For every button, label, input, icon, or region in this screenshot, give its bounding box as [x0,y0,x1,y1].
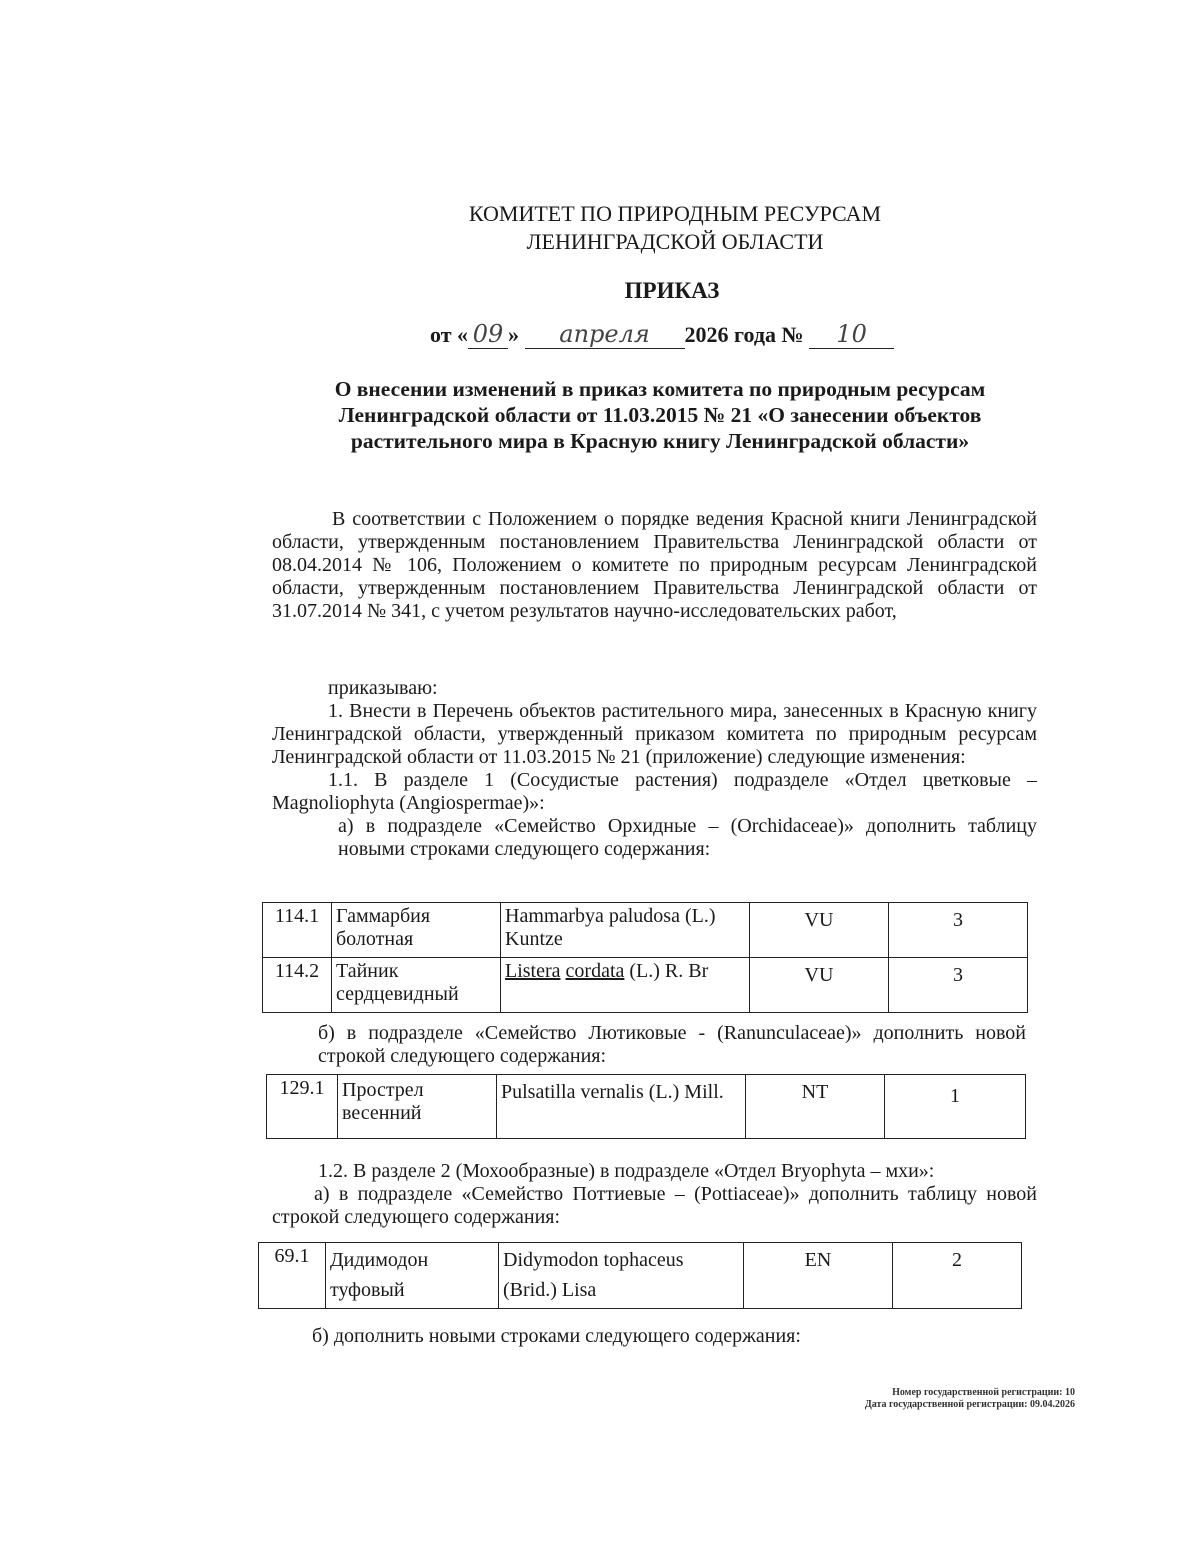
item-1-1-a: а) в подразделе «Семейство Орхидные – (Orchidaceae)» дополнить таблицу новыми строками следующего содержания: [338,815,1037,860]
species-name-ru: Тайник сердцевидный [332,958,501,1013]
item-1-2-b-block [312,1325,1077,1348]
species-name-lat [501,958,750,1013]
item-1-2-a: а) в подразделе «Семейство Поттиевые – (Pottiaceae)» дополнить таблицу новой строкой следующего содержания: [272,1183,1037,1228]
order-date-prefix: от « [430,322,469,347]
registration-date: Дата государственной регистрации: 09.04.2026 [864,1399,1075,1410]
agency-name [75,200,1200,256]
agency-line-2: ЛЕНИНГРАДСКОЙ ОБЛАСТИ [526,229,824,254]
registration-stamp [800,1387,1075,1411]
row-number: 114.2 [263,958,332,1013]
table-ranunculaceae [266,1074,1026,1139]
item-1-2: 1.2. В разделе 2 (Мохообразные) в подразделе «Отдел Bryophyta – мхи»: [318,1160,935,1182]
status-code: VU [750,903,889,958]
table-row [259,1243,1022,1309]
order-subject [300,376,1020,454]
row-number: 114.1 [263,903,332,958]
status-code: EN [744,1243,893,1309]
item-1-1-b: б) в подразделе «Семейство Лютиковые - (Ranunculaceae)» дополнить новой строкой следующего содержания: [318,1022,1026,1067]
table-row [267,1075,1026,1139]
item-1-1-b-block [318,1022,1026,1068]
subject-line-3: растительного мира в Красную книгу Ленинградской области» [350,429,970,453]
order-year-text: 2026 года № [684,322,804,347]
order-date-line [430,320,894,349]
item-1: 1. Внести в Перечень объектов растительного мира, занесенных в Красную книгу Ленинградской области, утвержденный приказом комитета по природным ресурсам Ленинградской области от 11.03.2015 № 21 (приложение) следующие изменения: [272,700,1037,768]
agency-line-1: КОМИТЕТ ПО ПРИРОДНЫМ РЕСУРСАМ [468,201,882,226]
table-pottiaceae [258,1242,1022,1309]
subject-line-2: Ленинградской области от 11.03.2015 № 21 «О занесении объектов [338,403,982,427]
species-name-ru: Прострел весенний [338,1075,497,1139]
order-day: 09 [468,320,508,349]
table-row [263,903,1028,958]
table-orchidaceae [262,902,1028,1013]
preamble-block [272,508,1037,623]
order-number: 10 [809,320,894,349]
category-code: 2 [893,1243,1022,1309]
species-name-ru: Гаммарбия болотная [332,903,501,958]
preamble-paragraph: В соответствии с Положением о порядке ведения Красной книги Ленинградской области, утвержденным постановлением Правительства Ленинградской области от 08.04.2014 № 106, Положением о комитете по природным ресурсам Ленинградской области, утвержденным постановлением Правительства Ленинградской области от 31.07.2014 № 341, с учетом результатов научно-исследовательских работ, [272,508,1037,622]
item-1-2-block [272,1160,1037,1229]
status-code: NT [746,1075,885,1139]
species-name-lat: Didymodon tophaceus (Brid.) Lisa [499,1243,744,1309]
document-type: ПРИКАЗ [624,278,720,303]
species-name-ru: Дидимодон туфовый [326,1243,499,1309]
subject-line-1: О внесении изменений в приказ комитета по природным ресурсам [334,377,986,401]
table-row [263,958,1028,1013]
category-code: 3 [889,958,1028,1013]
category-code: 3 [889,903,1028,958]
species-name-lat: Pulsatilla vernalis (L.) Mill. [497,1075,746,1139]
order-body [272,677,1037,861]
registration-number: Номер государственной регистрации: 10 [892,1387,1075,1398]
item-1-2-b: б) дополнить новыми строками следующего содержания: [312,1325,801,1347]
status-code: VU [750,958,889,1013]
category-code: 1 [885,1075,1026,1139]
order-word: приказываю: [328,677,438,699]
genus-name: Listera [505,960,561,982]
species-name-lat: Hammarbya paludosa (L.) Kuntze [501,903,750,958]
order-quote-close: » [508,322,520,347]
item-1-1: 1.1. В разделе 1 (Сосудистые растения) подразделе «Отдел цветковые – Magnoliophyta (Angiospermae)»: [272,769,1037,814]
row-number: 69.1 [259,1243,326,1309]
row-number: 129.1 [267,1075,338,1139]
order-month: апреля [525,320,685,349]
author-citation: (L.) R. Br [629,960,709,982]
species-epithet: cordata [565,960,625,982]
